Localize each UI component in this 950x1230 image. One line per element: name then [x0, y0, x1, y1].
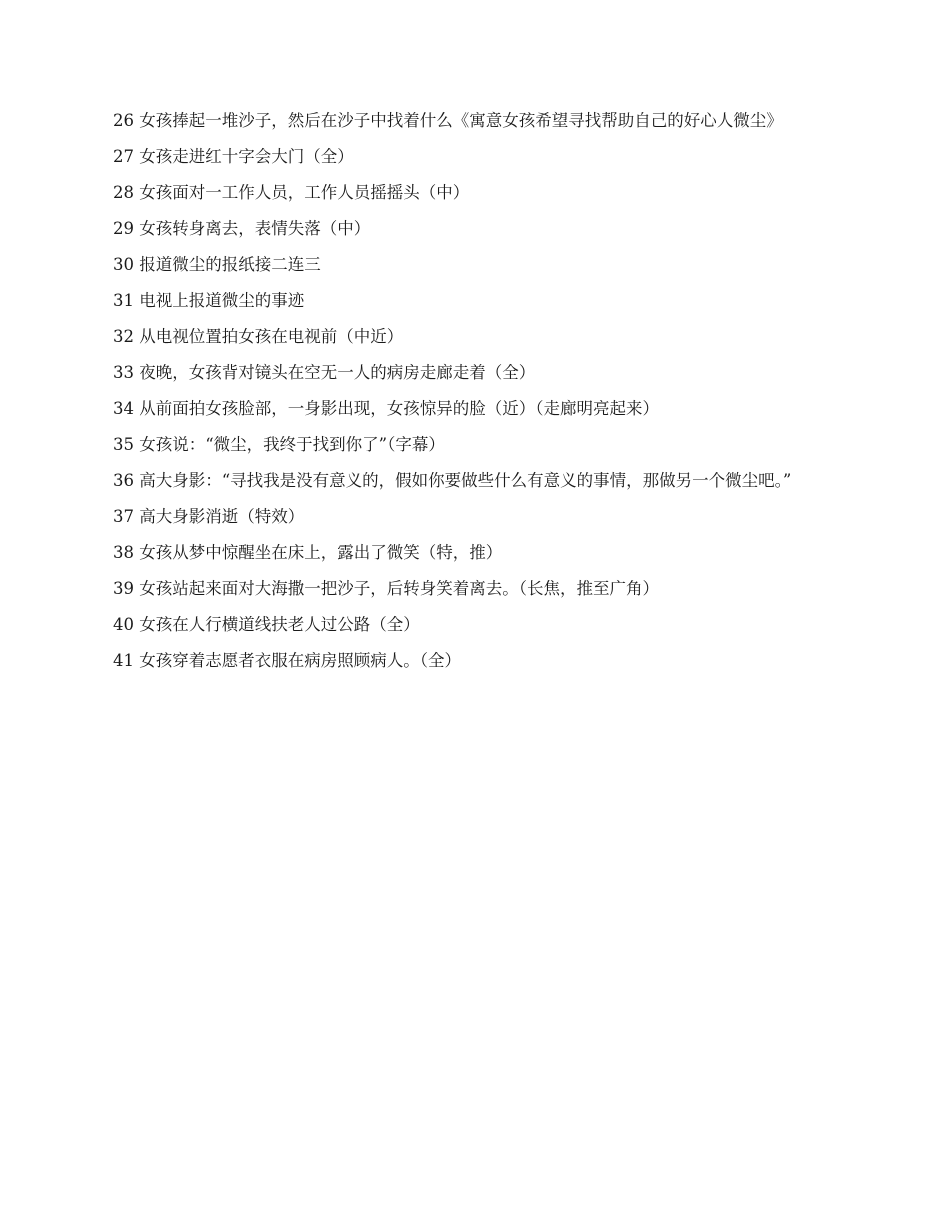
script-line-40: 40 女孩在人行横道线扶老人过公路（全） — [113, 615, 420, 634]
script-line-36: 36 高大身影：“寻找我是没有意义的，假如你要做些什么有意义的事情，那做另一个微尘吧。” — [113, 471, 792, 490]
script-line-39: 39 女孩站起来面对大海撒一把沙子，后转身笑着离去。（长焦，推至广角） — [113, 579, 659, 598]
script-line-30: 30 报道微尘的报纸接二连三 — [113, 255, 321, 274]
script-line-38: 38 女孩从梦中惊醒坐在床上，露出了微笑（特，推） — [113, 543, 503, 562]
script-body — [113, 111, 838, 687]
script-line-31: 31 电视上报道微尘的事迹 — [113, 291, 305, 310]
script-line-27: 27 女孩走进红十字会大门（全） — [113, 147, 354, 166]
script-line-26: 26 女孩捧起一堆沙子，然后在沙子中找着什么《寓意女孩希望寻找帮助自己的好心人微尘》 — [113, 111, 783, 130]
script-line-35: 35 女孩说：“微尘，我终于找到你了”（字幕） — [113, 435, 445, 454]
script-line-33: 33 夜晚，女孩背对镜头在空无一人的病房走廊走着（全） — [113, 363, 536, 382]
script-line-28: 28 女孩面对一工作人员，工作人员摇摇头（中） — [113, 183, 470, 202]
script-line-34: 34 从前面拍女孩脸部，一身影出现，女孩惊异的脸（近）（走廊明亮起来） — [113, 399, 659, 418]
script-line-37: 37 高大身影消逝（特效） — [113, 507, 305, 526]
script-line-29: 29 女孩转身离去，表情失落（中） — [113, 219, 371, 238]
script-line-41: 41 女孩穿着志愿者衣服在病房照顾病人。（全） — [113, 651, 461, 670]
script-line-32: 32 从电视位置拍女孩在电视前（中近） — [113, 327, 404, 346]
